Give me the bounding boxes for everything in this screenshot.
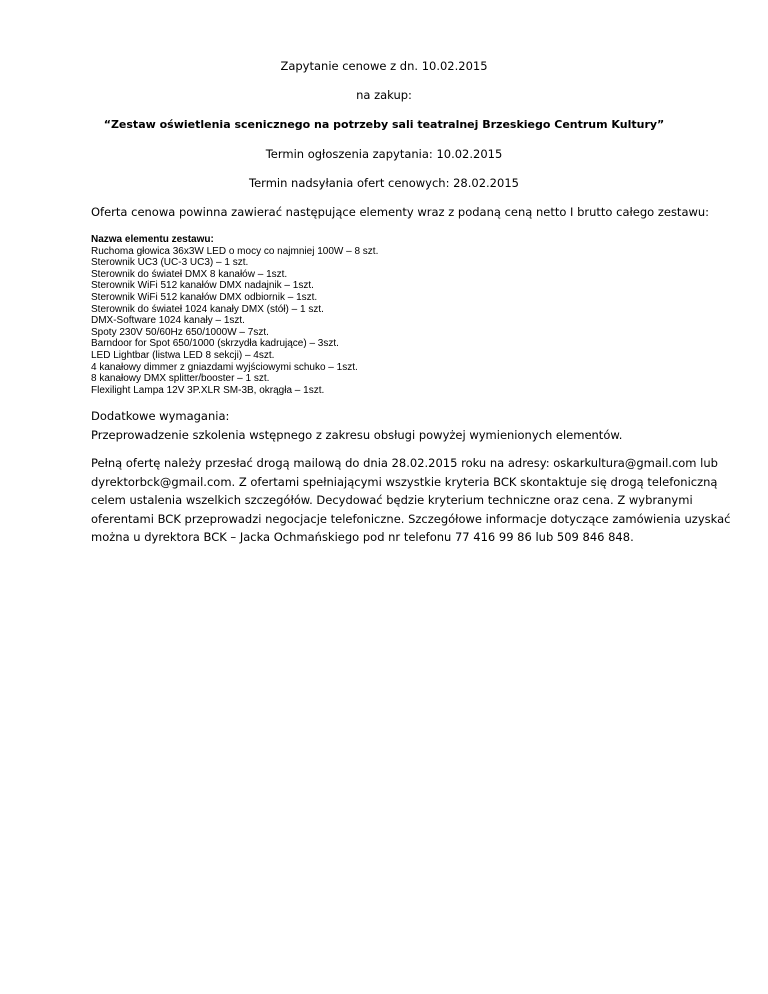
extra-text: Przeprowadzenie szkolenia wstępnego z zakresu obsługi powyżej wymienionych elementów. <box>91 427 623 442</box>
intro-paragraph: Oferta cenowa powinna zawierać następujące elementy wraz z podaną ceną netto I brutto całego zestawu: <box>91 205 710 219</box>
list-item: Sterownik WiFi 512 kanałów DMX nadajnik – 1szt. <box>91 280 314 292</box>
submission-deadline: Termin nadsyłania ofert cenowych: 28.02.2015 <box>249 176 519 190</box>
items-section <box>91 234 378 396</box>
list-item: 4 kanałowy dimmer z gniazdami wyjściowymi schuko – 1szt. <box>91 361 358 373</box>
list-item: Flexilight Lampa 12V 3P.XLR SM-3B, okrągła – 1szt. <box>91 384 325 396</box>
list-item: Ruchoma głowica 36x3W LED o mocy co najmniej 100W – 8 szt. <box>91 245 379 257</box>
inquiry-date-line: Zapytanie cenowe z dn. 10.02.2015 <box>280 59 488 73</box>
list-item: Sterownik do świateł 1024 kanały DMX (stół) – 1 szt. <box>91 303 324 315</box>
document-title: “Zestaw oświetlenia scenicznego na potrzeby sali teatralnej Brzeskiego Centrum Kultury” <box>103 118 665 131</box>
offer-line: oferentami BCK przeprowadzi negocjacje telefoniczne. Szczegółowe informacje dotyczące zamówienia uzyskać <box>91 511 731 526</box>
list-item: DMX-Software 1024 kanały – 1szt. <box>91 315 245 327</box>
offer-line: Pełną ofertę należy przesłać drogą mailową do dnia 28.02.2015 roku na adresy: oskarkultura@gmail.com lub <box>91 456 718 470</box>
list-item: Sterownik do świateł DMX 8 kanałów – 1szt. <box>91 268 288 280</box>
list-item: Sterownik UC3 (UC-3 UC3) – 1 szt. <box>91 257 249 269</box>
extra-requirements <box>91 407 622 444</box>
list-item: LED Lightbar (listwa LED 8 sekcji) – 4szt. <box>91 349 275 361</box>
offer-line: można u dyrektora BCK – Jacka Ochmańskiego pod nr telefonu 77 416 99 86 lub 509 846 848. <box>91 530 634 544</box>
offer-line: dyrektorbck@gmail.com. Z ofertami spełniającymi wszystkie kryteria BCK skontaktuje się drogą telefoniczną <box>91 474 718 489</box>
items-heading: Nazwa elementu zestawu: <box>91 234 214 245</box>
list-item: Spoty 230V 50/60Hz 650/1000W – 7szt. <box>91 326 269 338</box>
offer-line: celem ustalenia wszelkich szczegółów. Decydować będzie kryterium techniczne oraz cena. Z wybranymi <box>91 493 693 507</box>
offer-paragraph <box>91 454 731 547</box>
list-item: Sterownik WiFi 512 kanałów DMX odbiornik – 1szt. <box>91 291 318 303</box>
list-item: Barndoor for Spot 650/1000 (skrzydła kadrujące) – 3szt. <box>91 338 339 350</box>
purchase-line: na zakup: <box>356 88 412 102</box>
items-list <box>91 246 378 397</box>
announcement-date: Termin ogłoszenia zapytania: 10.02.2015 <box>265 147 503 161</box>
list-item: 8 kanałowy DMX splitter/booster – 1 szt. <box>91 373 270 385</box>
extra-heading: Dodatkowe wymagania: <box>91 409 230 423</box>
